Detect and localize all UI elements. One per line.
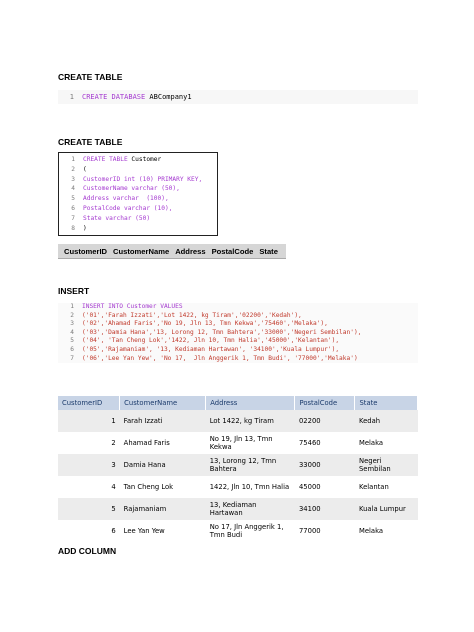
table-cell: Farah Izzati xyxy=(120,410,206,432)
table-cell: Rajamaniam xyxy=(120,498,206,520)
column-header[interactable]: CustomerID xyxy=(58,396,120,410)
code-text: CustomerName varchar (50), xyxy=(83,185,180,193)
table-cell: Lee Yan Yew xyxy=(120,520,206,542)
column-label: State xyxy=(259,246,278,256)
table-cell: Ahamad Faris xyxy=(120,432,206,454)
code-line xyxy=(59,214,217,224)
column-header[interactable]: State xyxy=(355,396,418,410)
create-database-code-block xyxy=(58,90,418,104)
line-number: 4 xyxy=(70,328,74,336)
code-line xyxy=(58,92,418,102)
table-cell: 2 xyxy=(58,432,120,454)
code-text: ('03','Damia Hana','13, Lorong 12, Tmn Bahtera','33000','Negeri Sembilan'), xyxy=(82,328,362,336)
table-cell: Tan Cheng Lok xyxy=(120,476,206,498)
table-cell: 02200 xyxy=(295,410,355,432)
table-cell: 5 xyxy=(58,498,120,520)
code-line xyxy=(58,346,418,355)
code-text: State varchar (50) xyxy=(83,214,151,222)
table-columns-bar xyxy=(58,244,286,259)
table-cell: 1 xyxy=(58,410,120,432)
line-number: 6 xyxy=(71,204,75,212)
line-number: 2 xyxy=(70,311,74,319)
code-line xyxy=(59,194,217,204)
code-text: ('05','Rajamaniam', '13, Kediaman Hartawan', '34100','Kuala Lumpur'), xyxy=(82,345,340,353)
line-number: 7 xyxy=(71,214,75,222)
column-label: CustomerID xyxy=(64,246,108,256)
code-line xyxy=(58,303,418,312)
line-number: 5 xyxy=(71,195,75,203)
table-row[interactable] xyxy=(58,476,418,498)
line-number: 7 xyxy=(70,354,74,362)
code-text: ('02','Ahamad Faris','No 19, Jln 13, Tmn Kekwa','75460','Melaka'), xyxy=(82,320,328,328)
table-cell: 33000 xyxy=(295,454,355,476)
line-number: 5 xyxy=(70,337,74,345)
code-text: ABCompany1 xyxy=(145,93,192,101)
code-line xyxy=(58,355,418,364)
code-line xyxy=(58,320,418,329)
code-line xyxy=(59,184,217,194)
table-cell: 45000 xyxy=(295,476,355,498)
create-table-code-block xyxy=(58,152,218,236)
column-label: Address xyxy=(175,246,206,256)
table-cell: 77000 xyxy=(295,520,355,542)
code-text: ('01','Farah Izzati','Lot 1422, kg Tiram','02200','Kedah'), xyxy=(82,311,302,319)
line-number: 3 xyxy=(71,175,75,183)
insert-code-block xyxy=(58,303,418,363)
column-label: PostalCode xyxy=(211,246,254,256)
code-keyword: CREATE TABLE xyxy=(83,156,128,163)
code-line xyxy=(59,175,217,185)
create-database-heading: CREATE TABLE xyxy=(58,72,123,82)
code-text: ( xyxy=(83,165,87,173)
column-header[interactable]: PostalCode xyxy=(295,396,355,410)
code-text: ('06','Lee Yan Yew', 'No 17, Jln Anggerik 1, Tmn Budi', '77000','Melaka') xyxy=(82,354,358,362)
code-text: ) xyxy=(83,224,87,232)
table-cell: Melaka xyxy=(355,432,418,454)
code-keyword: INSERT INTO Customer VALUES xyxy=(82,303,183,310)
result-table xyxy=(58,396,418,542)
table-cell: 13, Kediaman Hartawan xyxy=(206,498,295,520)
line-number: 1 xyxy=(70,303,74,310)
line-number: 1 xyxy=(69,93,74,101)
code-line xyxy=(58,337,418,346)
table-cell: Melaka xyxy=(355,520,418,542)
table-cell: 6 xyxy=(58,520,120,542)
code-text: Address varchar (100), xyxy=(83,195,169,203)
table-row[interactable] xyxy=(58,520,418,542)
code-line xyxy=(59,165,217,175)
table-cell: Kuala Lumpur xyxy=(355,498,418,520)
table-row[interactable] xyxy=(58,498,418,520)
code-line xyxy=(59,155,217,165)
code-text: PostalCode varchar (10), xyxy=(83,204,173,212)
table-cell: Damia Hana xyxy=(120,454,206,476)
table-cell: Kedah xyxy=(355,410,418,432)
code-text: ('04', 'Tan Cheng Lok','1422, Jln 10, Tmn Halia','45000','Kelantan'), xyxy=(82,337,340,345)
insert-heading: INSERT xyxy=(58,286,90,296)
table-row[interactable] xyxy=(58,410,418,432)
column-label: CustomerName xyxy=(113,246,170,256)
line-number: 1 xyxy=(71,156,75,163)
table-cell: 3 xyxy=(58,454,120,476)
table-cell: 34100 xyxy=(295,498,355,520)
table-cell: 75460 xyxy=(295,432,355,454)
table-cell: Kelantan xyxy=(355,476,418,498)
table-cell: No 19, Jln 13, Tmn Kekwa xyxy=(206,432,295,454)
line-number: 6 xyxy=(70,345,74,353)
table-cell: No 17, Jln Anggerik 1, Tmn Budi xyxy=(206,520,295,542)
column-header[interactable]: Address xyxy=(206,396,295,410)
table-cell: Negeri Sembilan xyxy=(355,454,418,476)
table-cell: 4 xyxy=(58,476,120,498)
code-line xyxy=(58,329,418,338)
code-text: CustomerID int (10) PRIMARY KEY, xyxy=(83,175,203,183)
create-table-heading: CREATE TABLE xyxy=(58,137,123,147)
line-number: 3 xyxy=(70,320,74,328)
code-line xyxy=(59,204,217,214)
line-number: 8 xyxy=(71,224,75,232)
code-keyword: CREATE DATABASE xyxy=(82,93,146,101)
line-number: 2 xyxy=(71,165,75,173)
column-header[interactable]: CustomerName xyxy=(120,396,206,410)
add-column-heading: ADD COLUMN xyxy=(58,546,117,556)
table-cell: 13, Lorong 12, Tmn Bahtera xyxy=(206,454,295,476)
table-cell: Lot 1422, kg Tiram xyxy=(206,410,295,432)
table-cell: 1422, Jln 10, Tmn Halia xyxy=(206,476,295,498)
result-header-row xyxy=(58,396,418,410)
table-row[interactable] xyxy=(58,432,418,454)
table-row[interactable] xyxy=(58,454,418,476)
code-line xyxy=(59,224,217,234)
code-text: Customer xyxy=(127,156,162,163)
line-number: 4 xyxy=(71,185,75,193)
code-line xyxy=(58,312,418,321)
